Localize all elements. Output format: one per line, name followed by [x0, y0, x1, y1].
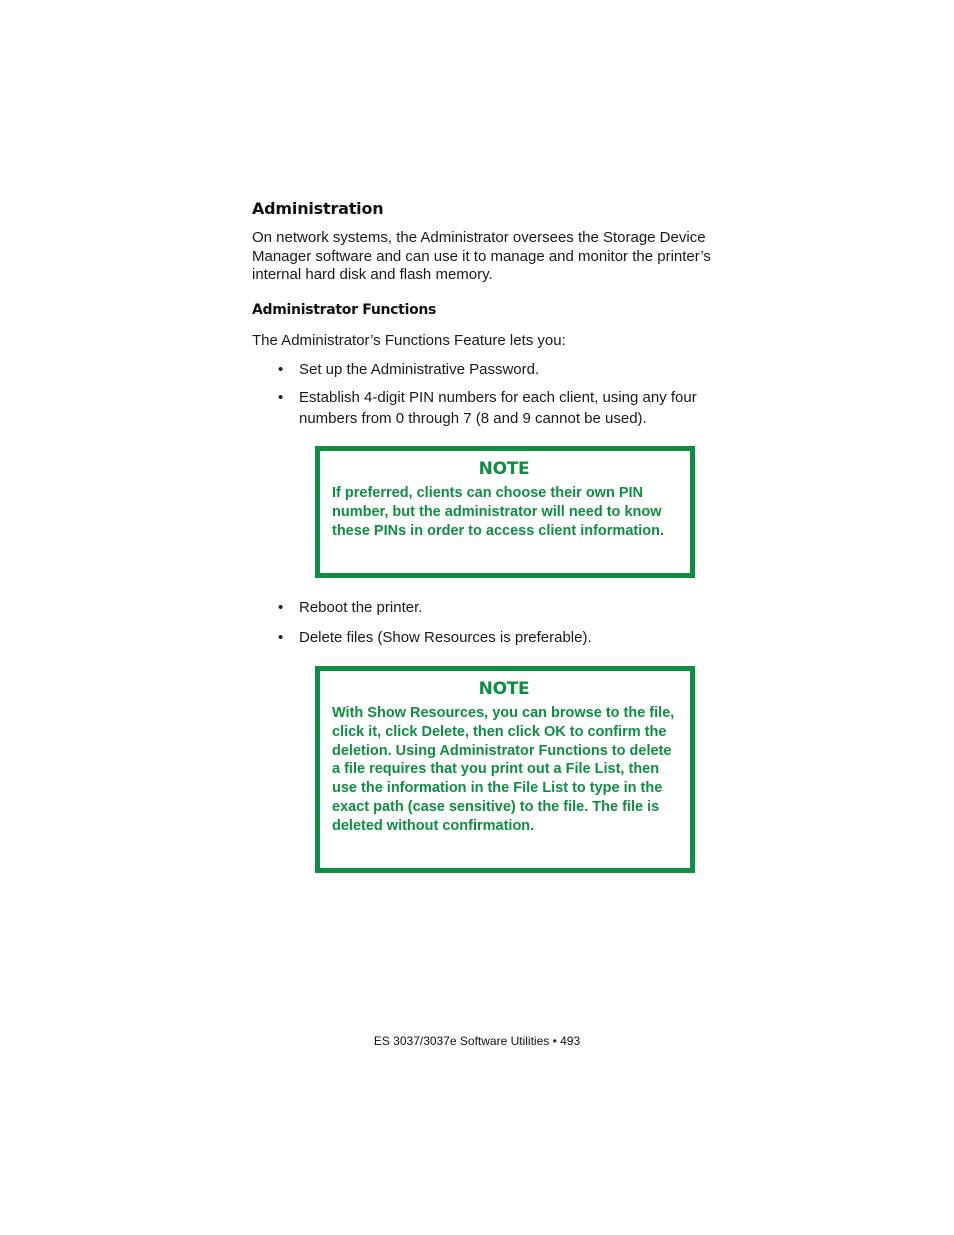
list-item-text: Establish 4-digit PIN numbers for each client, using any four numbers from 0 through 7 (8 and 9 cannot be used).: [299, 389, 697, 427]
function-list-second: [278, 597, 738, 657]
list-item: [278, 387, 738, 429]
bullet-icon: •: [278, 389, 284, 406]
page-footer: ES 3037/3037e Software Utilities • 493: [373, 1034, 581, 1048]
subsection-heading: Administrator Functions: [252, 302, 437, 318]
bullet-icon: •: [278, 599, 284, 616]
subsection-lead-text: The Administrator’s Functions Feature lets you:: [252, 332, 566, 349]
function-list-first: [278, 359, 738, 436]
list-item-text: Reboot the printer.: [299, 599, 423, 616]
list-item: [278, 627, 738, 648]
note-title: NOTE: [478, 679, 530, 699]
note-box-pin: [315, 446, 695, 578]
note-body: If preferred, clients can choose their own PIN number, but the administrator will need to know these PINs in order to access client information.: [332, 485, 664, 539]
bullet-icon: •: [278, 629, 284, 646]
section-heading: Administration: [252, 199, 384, 218]
note-title: NOTE: [478, 459, 530, 479]
section-intro-paragraph: On network systems, the Administrator oversees the Storage Device Manager software and can use it to manage and monitor the printer’s internal hard disk and flash memory.: [252, 229, 711, 283]
bullet-icon: •: [278, 361, 284, 378]
note-body: With Show Resources, you can browse to the file, click it, click Delete, then click OK to confirm the deletion. Using Administrator Functions to delete a file requires that you print out a File List, then use the information in the File List to type in the exact path (case sensitive) to the file. The file is deleted without confirmation.: [332, 705, 675, 834]
list-item-text: Set up the Administrative Password.: [299, 361, 540, 378]
list-item: [278, 597, 738, 618]
list-item-text: Delete files (Show Resources is preferable).: [299, 629, 592, 646]
note-box-delete: [315, 666, 695, 873]
list-item: [278, 359, 738, 380]
